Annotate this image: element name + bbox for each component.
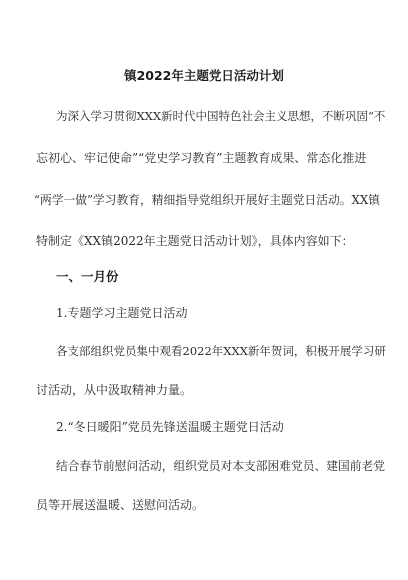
document-title: 镇2022年主题党日活动计划 [124,68,284,83]
section-heading-january: 一、一月份 [56,269,119,284]
item-2-title: 2.“冬日暖阳”党员先锋送温暖主题党日活动 [56,420,284,434]
intro-line-3: “两学一做”学习教育，精细指导党组织开展好主题党日活动。XX镇 [34,193,380,207]
intro-line-4: 特制定《XX镇2022年主题党日活动计划》，具体内容如下： [36,234,354,248]
intro-line-2: 忘初心、牢记使命”“党史学习教育”主题教育成果、常态化推进 [36,151,367,165]
item-2-line-2: 员等开展送温暖、送慰问活动。 [36,498,205,512]
item-1-line-1: 各支部组织党员集中观看2022年XXX新年贺词，积极开展学习研 [56,344,386,358]
intro-line-1: 为深入学习贯彻XXX新时代中国特色社会主义思想，不断巩固“不 [56,109,386,123]
item-1-line-2: 讨活动，从中汲取精神力量。 [36,383,193,397]
item-1-title: 1.专题学习主题党日活动 [56,306,188,320]
item-2-line-1: 结合春节前慰问活动，组织党员对本支部困难党员、建国前老党 [56,459,385,473]
